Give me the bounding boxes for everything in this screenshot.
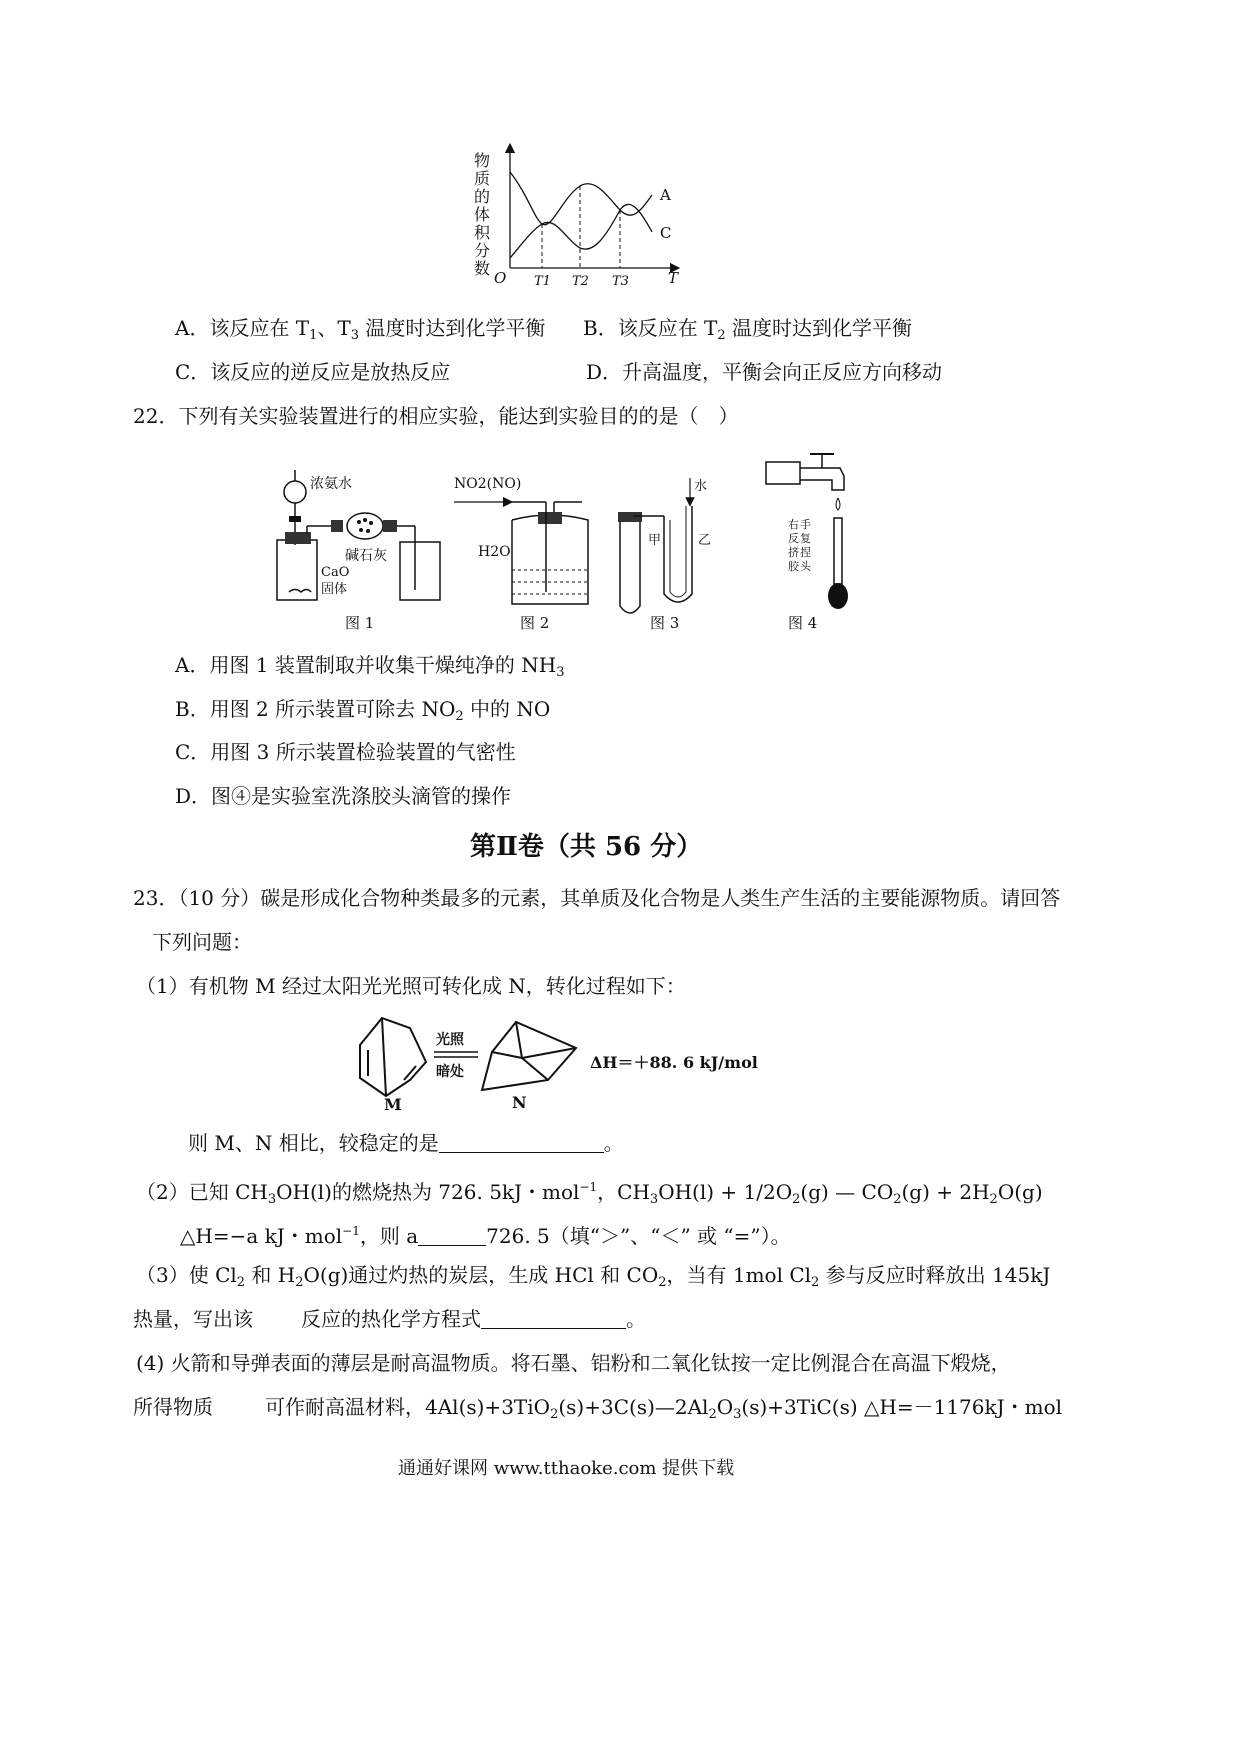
figure-1-label: 图 1	[345, 614, 375, 632]
q21-option-d: D．升高温度，平衡会向正反应方向移动	[586, 360, 943, 384]
condition-light: 光照	[436, 1032, 464, 1048]
molecule-n	[482, 1022, 576, 1090]
condition-dark: 暗处	[436, 1064, 464, 1080]
label-gas: NO2(NO)	[454, 476, 522, 492]
test-tube	[620, 520, 640, 613]
tick-t3: T3	[612, 274, 629, 289]
figure-3-label: 图 3	[650, 614, 680, 632]
collecting-bottle	[400, 542, 440, 600]
q23-stem-line2: 下列问题：	[152, 930, 252, 954]
tick-t1: T1	[534, 274, 551, 289]
wash-bottle	[512, 515, 588, 604]
y-label-char: 分	[474, 241, 491, 260]
q23-part2-line2: △H=−a kJ・mol$^{-1}$，则 a 726. 5（填“＞”、“＜” 或 “=”）。	[180, 1224, 791, 1248]
q22-stem: 22．下列有关实验装置进行的相应实验，能达到实验目的的是（ ）	[133, 404, 739, 428]
y-label-char: 数	[474, 259, 491, 278]
q23-part3-line1: （3）使 $Cl_2$ 和 $H_2O(g)$通过灼热的炭层，生成 HCl 和 $CO_2$，当有 1mol $Cl_2$ 参与反应时释放出 145kJ	[136, 1263, 1051, 1290]
q23-part1-text: （1）有机物 M 经过太阳光光照可转化成 N，转化过程如下：	[136, 974, 686, 998]
label-shui: 水	[694, 479, 708, 494]
label-jia: 甲	[648, 533, 662, 548]
curve-label-a: A	[660, 186, 671, 204]
fig4-note	[788, 518, 812, 573]
drying-tube	[347, 513, 383, 539]
curve-c	[510, 204, 652, 258]
figure-1-apparatus	[265, 450, 445, 635]
tick-t2: T2	[572, 274, 589, 289]
svg-text:复: 复	[800, 532, 811, 545]
separatory-funnel	[284, 481, 306, 503]
faucet	[766, 462, 800, 484]
figure-3-apparatus	[612, 470, 722, 635]
label-guti: 固体	[321, 582, 348, 597]
label-m: M	[384, 1095, 402, 1114]
curve-a	[510, 172, 652, 225]
label-cao: CaO	[321, 565, 350, 580]
reaction-scheme	[350, 1010, 790, 1115]
answer-blank[interactable]	[418, 1225, 486, 1246]
q21-option-a: A．该反应在 $T_1$、$T_3$ 温度时达到化学平衡	[175, 316, 546, 343]
q22-option-b: B．用图 2 所示装置可除去 $NO_2$ 中的 NO	[175, 697, 551, 724]
origin-label: O	[494, 269, 507, 287]
y-label-char: 的	[474, 187, 491, 206]
q22-option-a: A．用图 1 装置制取并收集干燥纯净的 $NH_3$	[175, 653, 565, 680]
q23-part4-line2: 所得物质 可作耐高温材料，$4Al(s)+3TiO_2(s)+3C(s)—2Al_2O_3(s)+3TiC(s)$ △H=－1176kJ・mol	[133, 1395, 1063, 1422]
label-jianshihui: 碱石灰	[345, 548, 387, 564]
label-nongshui: 浓氨水	[310, 476, 352, 492]
svg-text:胶: 胶	[788, 560, 799, 573]
label-yi: 乙	[698, 533, 712, 548]
q23-part4-line1: (4) 火箭和导弹表面的薄层是耐高温物质。将石墨、铝粉和二氧化钛按一定比例混合在高温下煅烧，	[136, 1351, 1011, 1375]
section-title: 第Ⅱ卷（共 56 分）	[470, 832, 703, 862]
answer-blank[interactable]	[439, 1132, 604, 1153]
svg-text:反: 反	[788, 532, 799, 545]
u-tube	[664, 506, 692, 602]
svg-text:头: 头	[800, 560, 811, 573]
q23-part1-answer: 则 M、N 相比，较稳定的是 。	[188, 1131, 624, 1155]
q22-option-c: C．用图 3 所示装置检验装置的气密性	[175, 740, 516, 764]
figure-2-label: 图 2	[520, 614, 550, 632]
y-label-char: 积	[474, 223, 491, 242]
q23-stem-line1: 23．（10 分）碳是形成化合物种类最多的元素，其单质及化合物是人类生产生活的主要能源物质。请回答	[133, 886, 1061, 910]
curve-label-c: C	[660, 224, 672, 242]
y-label-char: 体	[474, 205, 491, 224]
molecule-m	[360, 1018, 426, 1096]
footer: 通通好课网 www.tthaoke.com 提供下载	[398, 1458, 735, 1479]
y-label-char: 质	[474, 169, 491, 188]
dropper	[834, 518, 842, 584]
delta-h: ΔH＝＋88. 6 kJ/mol	[590, 1053, 758, 1072]
q23-part3-line2: 热量，写出该 反应的热化学方程式 。	[133, 1307, 646, 1331]
svg-text:手: 手	[800, 518, 811, 531]
svg-text:捏: 捏	[800, 546, 811, 559]
q22-option-d: D．图④是实验室洗涤胶头滴管的操作	[175, 784, 512, 808]
q21-option-c: C．该反应的逆反应是放热反应	[175, 360, 451, 384]
label-n: N	[512, 1093, 527, 1112]
label-water: H2O	[478, 544, 511, 560]
x-axis-label: T	[668, 269, 679, 287]
equilibrium-graph	[470, 140, 710, 290]
figure-4-label: 图 4	[788, 614, 818, 632]
svg-text:挤: 挤	[788, 546, 799, 559]
y-axis-label	[474, 151, 491, 278]
q21-option-b: B．该反应在 $T_2$ 温度时达到化学平衡	[583, 316, 913, 343]
figure-2-apparatus	[450, 470, 610, 635]
q23-part2-line1: （2）已知 $CH_3OH(l)$的燃烧热为 726. 5kJ・mol$^{-1}$，$CH_3OH(l) + 1/2O_2(g)$ — $CO_2(g) + 2H_2O(g)$	[136, 1180, 1043, 1207]
figure-4-apparatus	[748, 446, 878, 636]
svg-text:右: 右	[788, 518, 799, 531]
answer-blank[interactable]	[481, 1308, 626, 1329]
y-label-char: 物	[474, 151, 491, 170]
